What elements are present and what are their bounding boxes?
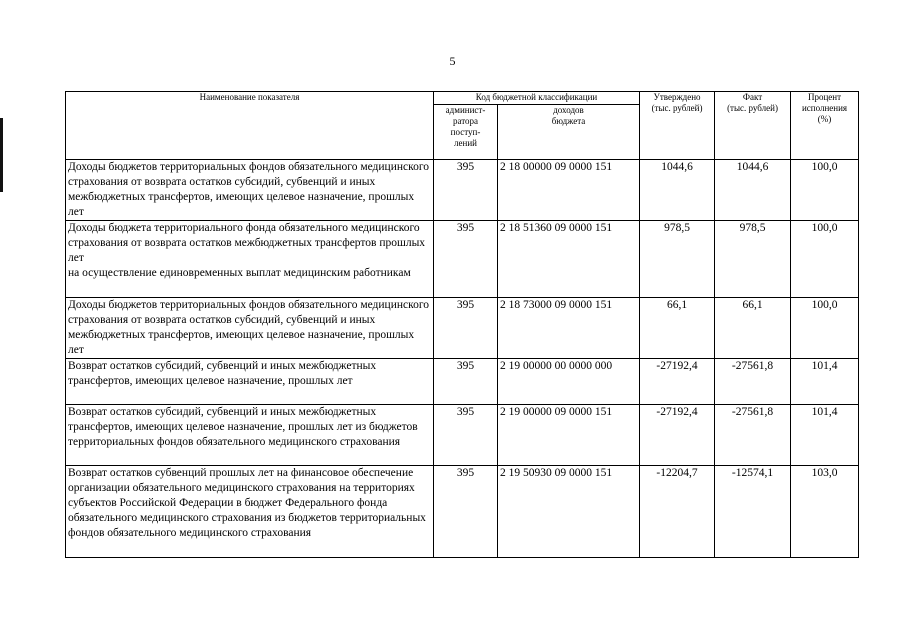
row-income-code: 2 19 00000 00 0000 000 — [498, 359, 640, 405]
table-row — [66, 359, 859, 405]
row-approved: 66,1 — [640, 298, 715, 359]
row-income-code: 2 19 50930 09 0000 151 — [498, 466, 640, 558]
row-fact: 66,1 — [715, 298, 791, 359]
header-income: доходов бюджета — [498, 105, 640, 160]
table-row — [66, 466, 859, 558]
row-approved: 1044,6 — [640, 160, 715, 221]
header-name: Наименование показателя — [66, 92, 434, 160]
row-admin-code: 395 — [434, 160, 498, 221]
header-percent: Процент исполнения (%) — [791, 92, 859, 160]
row-fact: -12574,1 — [715, 466, 791, 558]
budget-table — [65, 91, 859, 558]
row-income-code: 2 18 73000 09 0000 151 — [498, 298, 640, 359]
row-income-code: 2 18 00000 09 0000 151 — [498, 160, 640, 221]
row-approved: -27192,4 — [640, 405, 715, 466]
row-percent: 100,0 — [791, 221, 859, 298]
table-row — [66, 160, 859, 221]
row-admin-code: 395 — [434, 466, 498, 558]
table-row — [66, 221, 859, 298]
row-admin-code: 395 — [434, 298, 498, 359]
row-income-code: 2 19 00000 09 0000 151 — [498, 405, 640, 466]
row-name: Доходы бюджета территориального фонда обязательного медицинского страхования от возврата остатков межбюджетных трансфертов прошлых лет на осуществление единовременных выплат медицинским работникам — [66, 221, 434, 298]
header-admin: админист- ратора поступ- лений — [434, 105, 498, 160]
scan-edge-mark — [0, 118, 3, 192]
table-row — [66, 405, 859, 466]
header-row-1 — [66, 92, 859, 105]
row-income-code: 2 18 51360 09 0000 151 — [498, 221, 640, 298]
row-fact: -27561,8 — [715, 405, 791, 466]
row-percent: 101,4 — [791, 405, 859, 466]
header-fact: Факт (тыс. рублей) — [715, 92, 791, 160]
header-budget-code: Код бюджетной классификации — [434, 92, 640, 105]
row-admin-code: 395 — [434, 405, 498, 466]
row-fact: 1044,6 — [715, 160, 791, 221]
table-row — [66, 298, 859, 359]
row-name: Доходы бюджетов территориальных фондов обязательного медицинского страхования от возврата остатков субсидий, субвенций и иных межбюджетных трансфертов, имеющих целевое назначение, прошлых лет — [66, 298, 434, 359]
row-fact: -27561,8 — [715, 359, 791, 405]
row-admin-code: 395 — [434, 359, 498, 405]
row-approved: -27192,4 — [640, 359, 715, 405]
row-name: Возврат остатков субсидий, субвенций и иных межбюджетных трансфертов, имеющих целевое назначение, прошлых лет из бюджетов территориальных фондов обязательного медицинского страхования — [66, 405, 434, 466]
row-approved: 978,5 — [640, 221, 715, 298]
row-approved: -12204,7 — [640, 466, 715, 558]
row-name: Возврат остатков субсидий, субвенций и иных межбюджетных трансфертов, имеющих целевое назначение, прошлых лет — [66, 359, 434, 405]
row-fact: 978,5 — [715, 221, 791, 298]
row-name: Возврат остатков субвенций прошлых лет на финансовое обеспечение организации обязательного медицинского страхования на территориях субъектов Российской Федерации в бюджет Федерального фонда обязательного медицинского страхования из бюджетов территориальных фондов обязательного медицинского страхования — [66, 466, 434, 558]
header-approved: Утверждено (тыс. рублей) — [640, 92, 715, 160]
row-percent: 103,0 — [791, 466, 859, 558]
row-percent: 100,0 — [791, 298, 859, 359]
row-percent: 100,0 — [791, 160, 859, 221]
page-number: 5 — [449, 54, 456, 68]
row-admin-code: 395 — [434, 221, 498, 298]
row-percent: 101,4 — [791, 359, 859, 405]
row-name: Доходы бюджетов территориальных фондов обязательного медицинского страхования от возврата остатков субсидий, субвенций и иных межбюджетных трансфертов, имеющих целевое назначение, прошлых лет — [66, 160, 434, 221]
